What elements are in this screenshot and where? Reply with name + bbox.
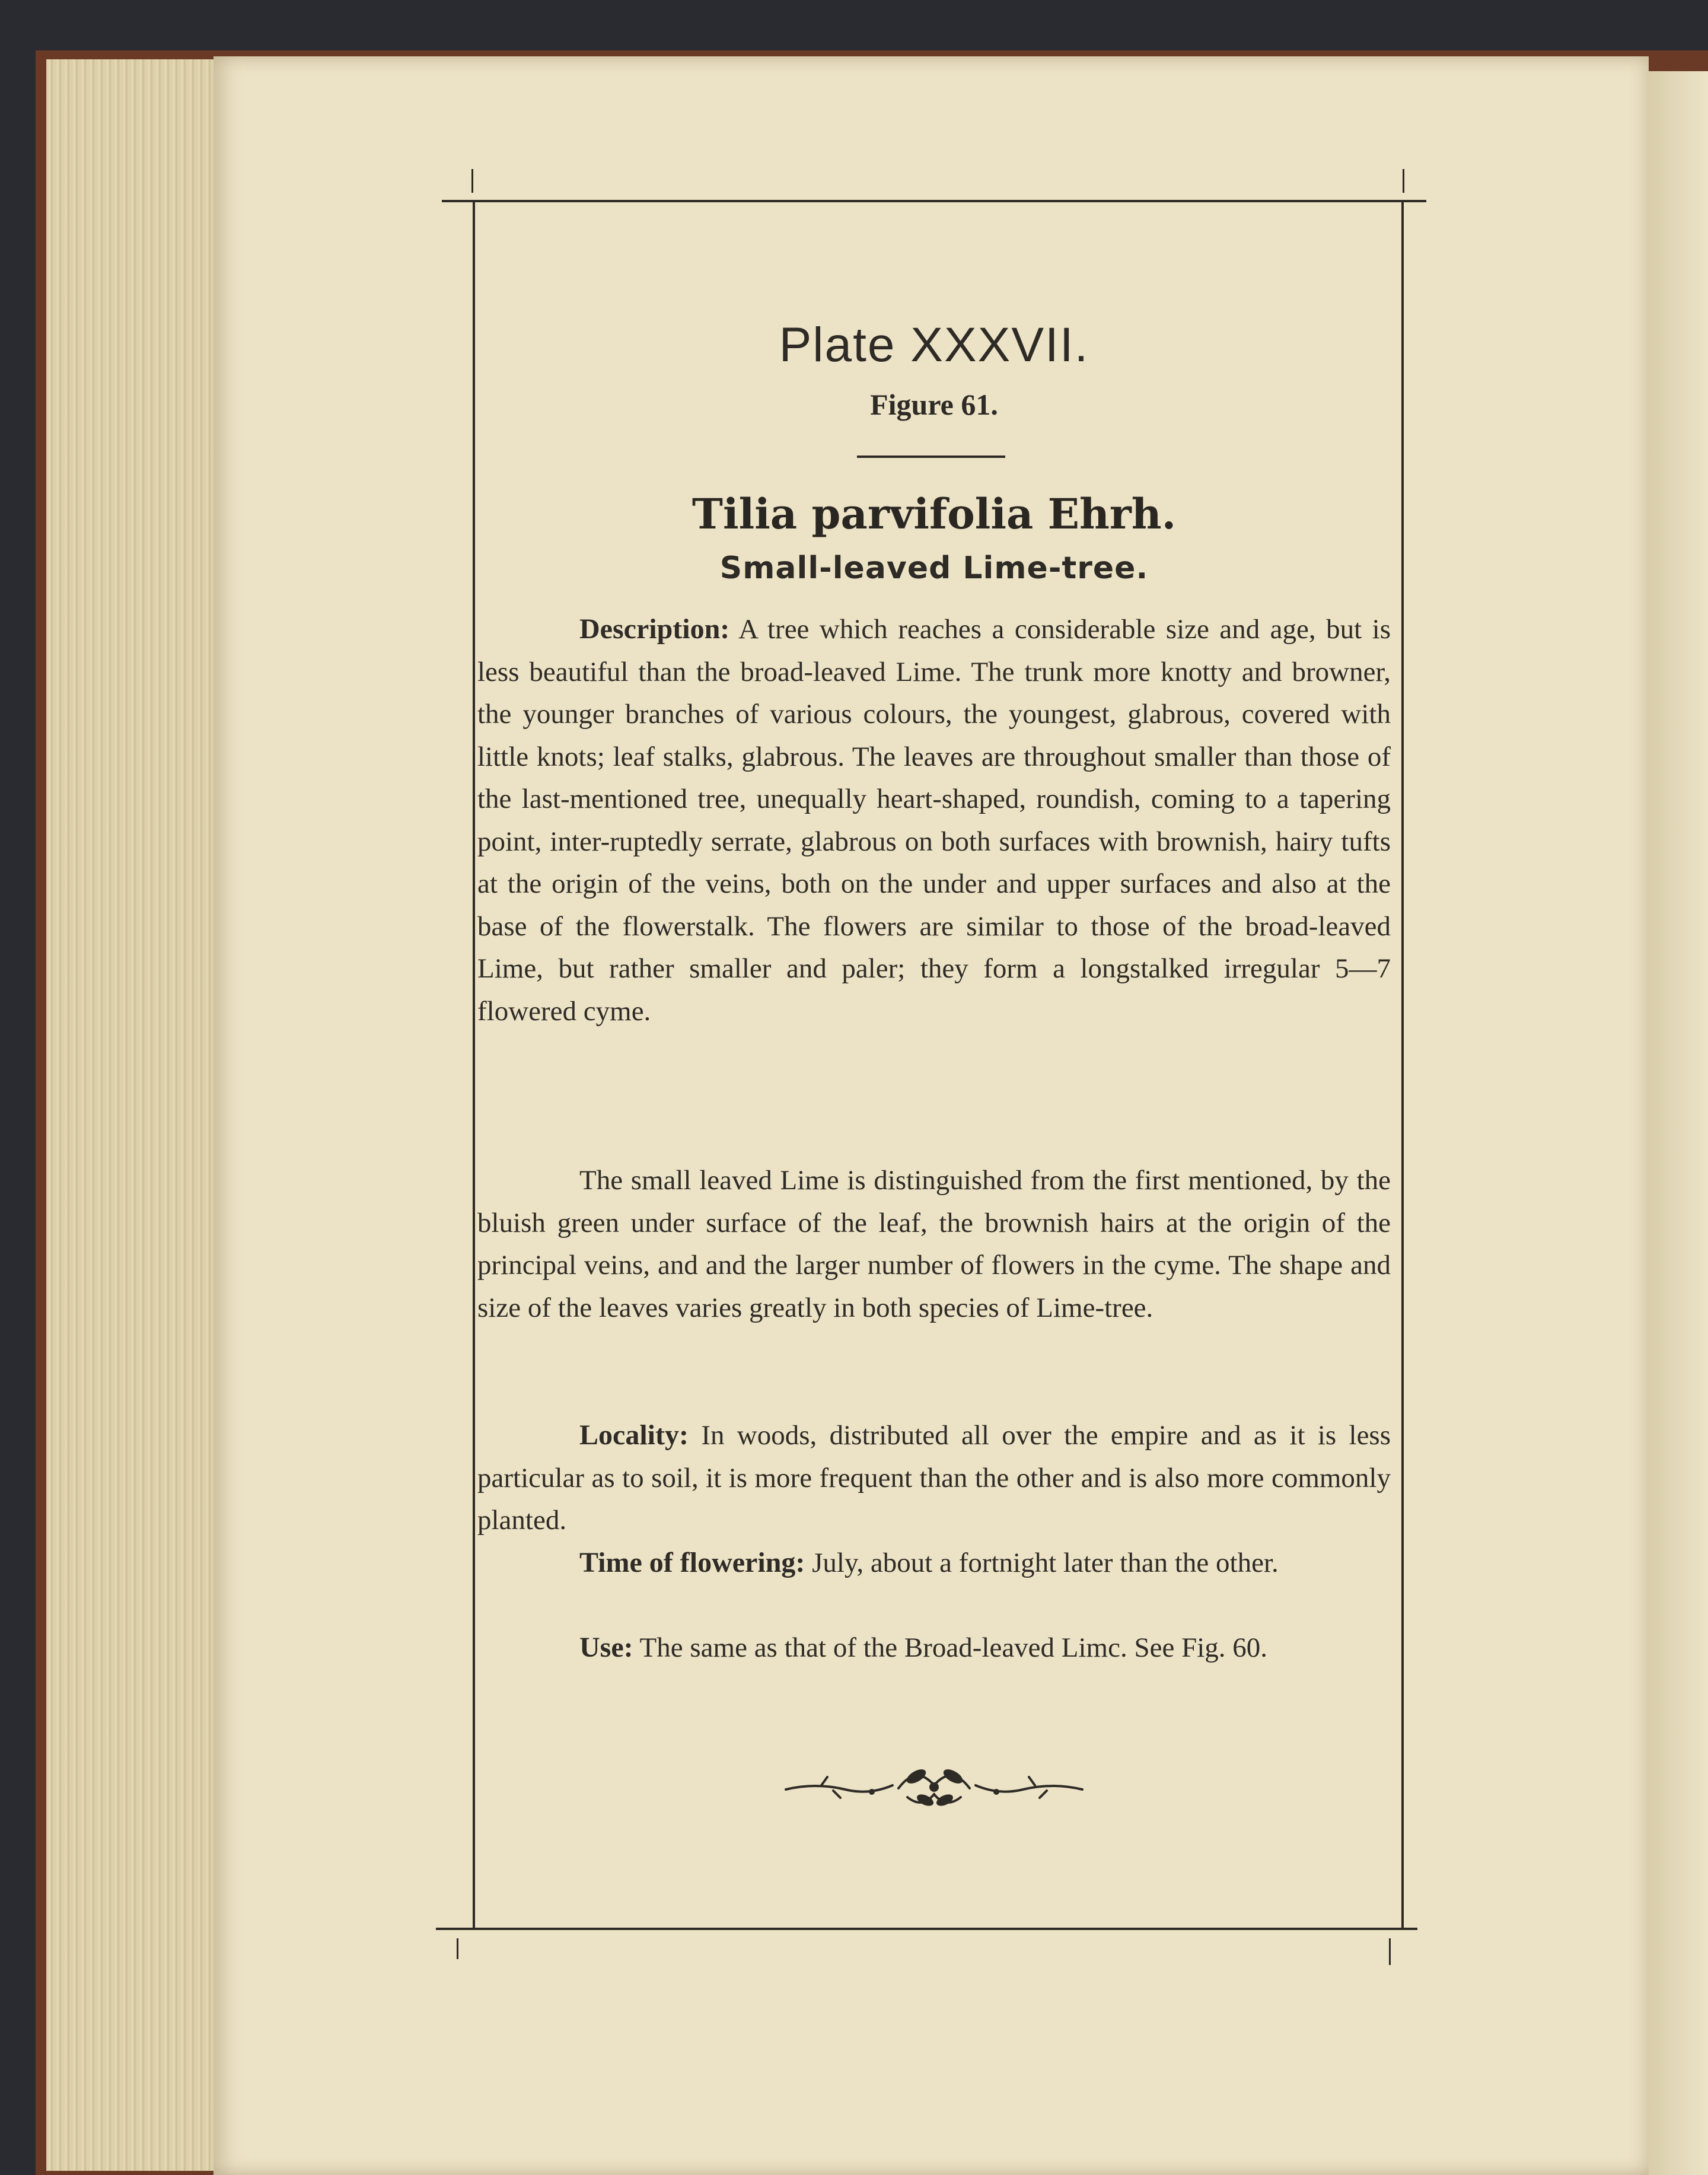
use-paragraph <box>477 1626 1391 1670</box>
use-heading: Use: <box>579 1632 633 1663</box>
flowering-paragraph <box>477 1542 1391 1585</box>
distinction-paragraph: The small leaved Lime is distinguished from the first mentioned, by the bluish green under surface of the leaf, the brownish hairs at the origin of the principal veins, and and the larger number of flowers in the cyme. The shape and size of the leaves varies greatly in both species of Lime-tree. <box>477 1165 1391 1323</box>
locality-text: In woods, distributed all over the empire and as it is less particular as to soil, it is more frequent than the other and is also more commonly planted. <box>477 1420 1391 1536</box>
description-text: A tree which reaches a considerable size and age, but is less beautiful than the broad-leaved Lime. The trunk more knotty and browner, the younger branches of various colours, the youngest, glabrous, covered with little knots; leaf stalks, glabrous. The leaves are throughout smaller than those of the last-mentioned tree, unequally heart-shaped, roundish, coming to a tapering point, inter-ruptedly serrate, glabrous on both surfaces with brownish, hairy tufts at the origin of the veins, both on the under and upper surfaces and also at the base of the flowerstalk. The flowers are similar to those of the broad-leaved Lime, but rather smaller and paler; they form a longstalked irregular 5—7 flowered cyme. <box>477 614 1391 1027</box>
crop-mark-bottom-left <box>457 1938 458 1959</box>
frame-right-rule <box>1401 200 1404 1930</box>
description-heading: Description: <box>579 613 730 645</box>
title-divider <box>857 456 1005 458</box>
figure-label: Figure 61. <box>870 388 998 421</box>
crop-mark-top-left <box>471 169 473 193</box>
floral-vignette-icon <box>780 1753 1088 1818</box>
page-edges <box>46 59 224 2171</box>
locality-heading: Locality: <box>579 1419 689 1451</box>
description-paragraph <box>477 608 1391 1033</box>
next-page-edge <box>1643 71 1708 2175</box>
use-text: The same as that of the Broad-leaved Limc. See Fig. 60. <box>639 1632 1268 1663</box>
crop-mark-bottom-right <box>1389 1938 1391 1965</box>
flowering-text: July, about a fortnight later than the other. <box>812 1547 1279 1578</box>
crop-mark-top-right <box>1403 169 1404 193</box>
species-name: Tilia parvifolia Ehrh. <box>692 489 1177 539</box>
text-block <box>471 199 1397 1931</box>
plate-title: Plate XXXVII. <box>779 318 1089 372</box>
locality-paragraph <box>477 1414 1391 1542</box>
flowering-heading: Time of flowering: <box>579 1547 805 1578</box>
common-name: Small-leaved Lime-tree. <box>719 550 1149 586</box>
